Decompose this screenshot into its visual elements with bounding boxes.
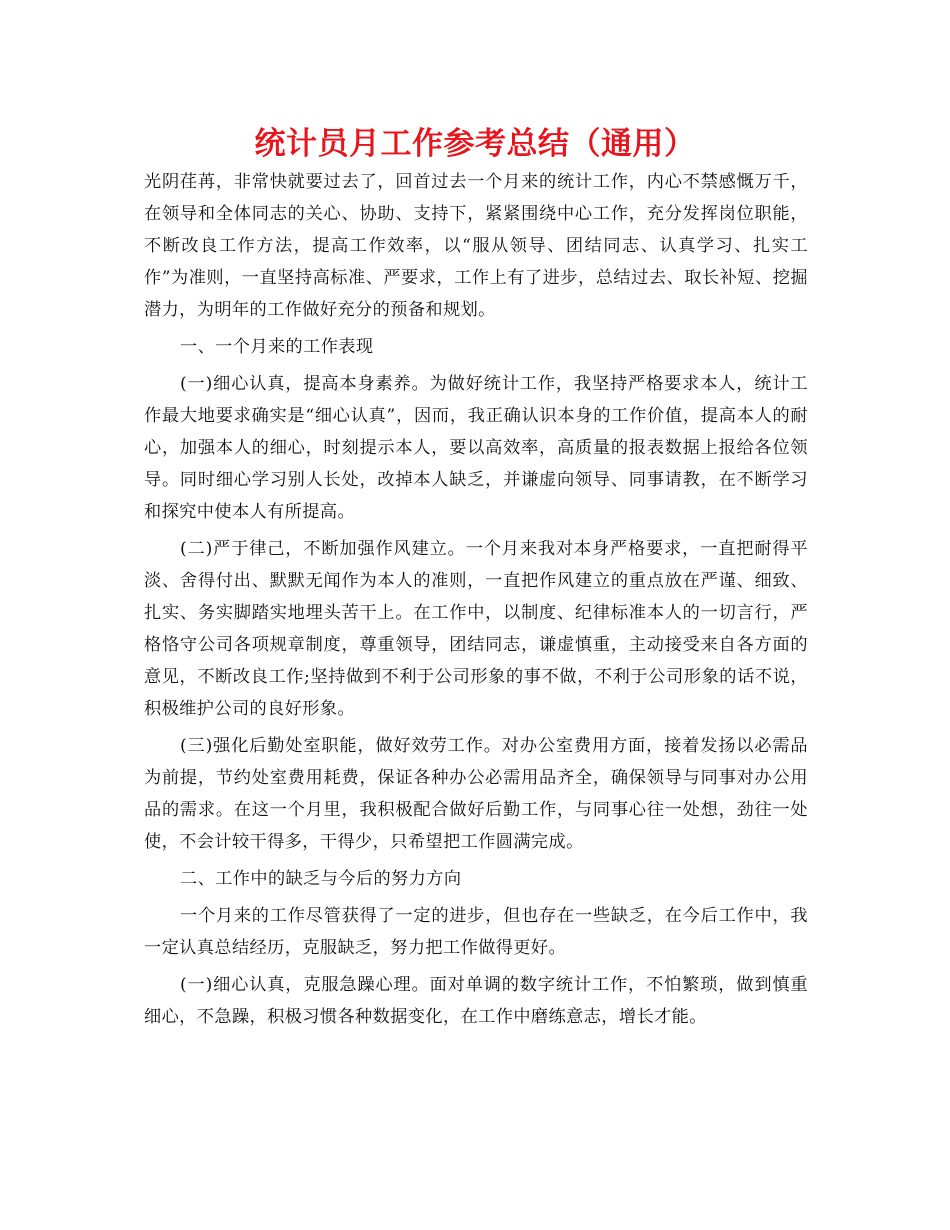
paragraph-2-intro: 一个月来的工作尽管获得了一定的进步，但也存在一些缺乏，在今后工作中，我一定认真总结经历，克服缺乏，努力把工作做得更好。	[144, 906, 808, 958]
paragraph-1-2: (二)严于律己，不断加强作风建立。一个月来我对本身严格要求，一直把耐得平淡、舍得付出、默默无闻作为本人的准则，一直把作风建立的重点放在严谨、细致、扎实、务实脚踏实地埋头苦干上。在工作中，以制度、纪律标准本人的一切言行，严格恪守公司各项规章制度，尊重领导，团结同志，谦虚慎重，主动接受来自各方面的意见，不断改良工作;坚持做到不利于公司形象的事不做，不利于公司形象的话不说，积极维护公司的良好形象。	[144, 539, 808, 719]
paragraph-intro: 光阴荏苒，非常快就要过去了，回首过去一个月来的统计工作，内心不禁感慨万千，在领导和全体同志的关心、协助、支持下，紧紧围绕中心工作，充分发挥岗位职能，不断改良工作方法，提高工作效率，以“服从领导、团结同志、认真学习、扎实工作”为准则，一直坚持高标准、严要求，工作上有了进步，总结过去、取长补短、挖掘潜力，为明年的工作做好充分的预备和规划。	[144, 172, 808, 320]
document-title: 统计员月工作参考总结（通用）	[254, 126, 696, 162]
section-heading-1: 一、一个月来的工作表现	[180, 337, 374, 357]
document-body	[144, 166, 808, 1038]
paragraph-1-3: (三)强化后勤处室职能，做好效劳工作。对办公室费用方面，接着发扬以必需品为前提，节约处室费用耗费，保证各种办公必需用品齐全，确保领导与同事对办公用品的需求。在这一个月里，我积极配合做好后勤工作，与同事心往一处想，劲往一处使，不会计较干得多，干得少，只希望把工作圆满完成。	[144, 736, 808, 852]
paragraph-2-1: (一)细心认真，克服急躁心理。面对单调的数字统计工作，不怕繁琐，做到慎重细心，不急躁，积极习惯各种数据变化，在工作中磨练意志，增长才能。	[144, 975, 808, 1027]
section-heading-2: 二、工作中的缺乏与今后的努力方向	[180, 869, 462, 889]
paragraph-1-1: (一)细心认真，提高本身素养。为做好统计工作，我坚持严格要求本人，统计工作最大地要求确实是“细心认真”，因而，我正确认识本身的工作价值，提高本人的耐心，加强本人的细心，时刻提示本人，要以高效率，高质量的报表数据上报给各位领导。同时细心学习别人长处，改掉本人缺乏，并谦虚向领导、同事请教，在不断学习和探究中使本人有所提高。	[144, 374, 808, 522]
